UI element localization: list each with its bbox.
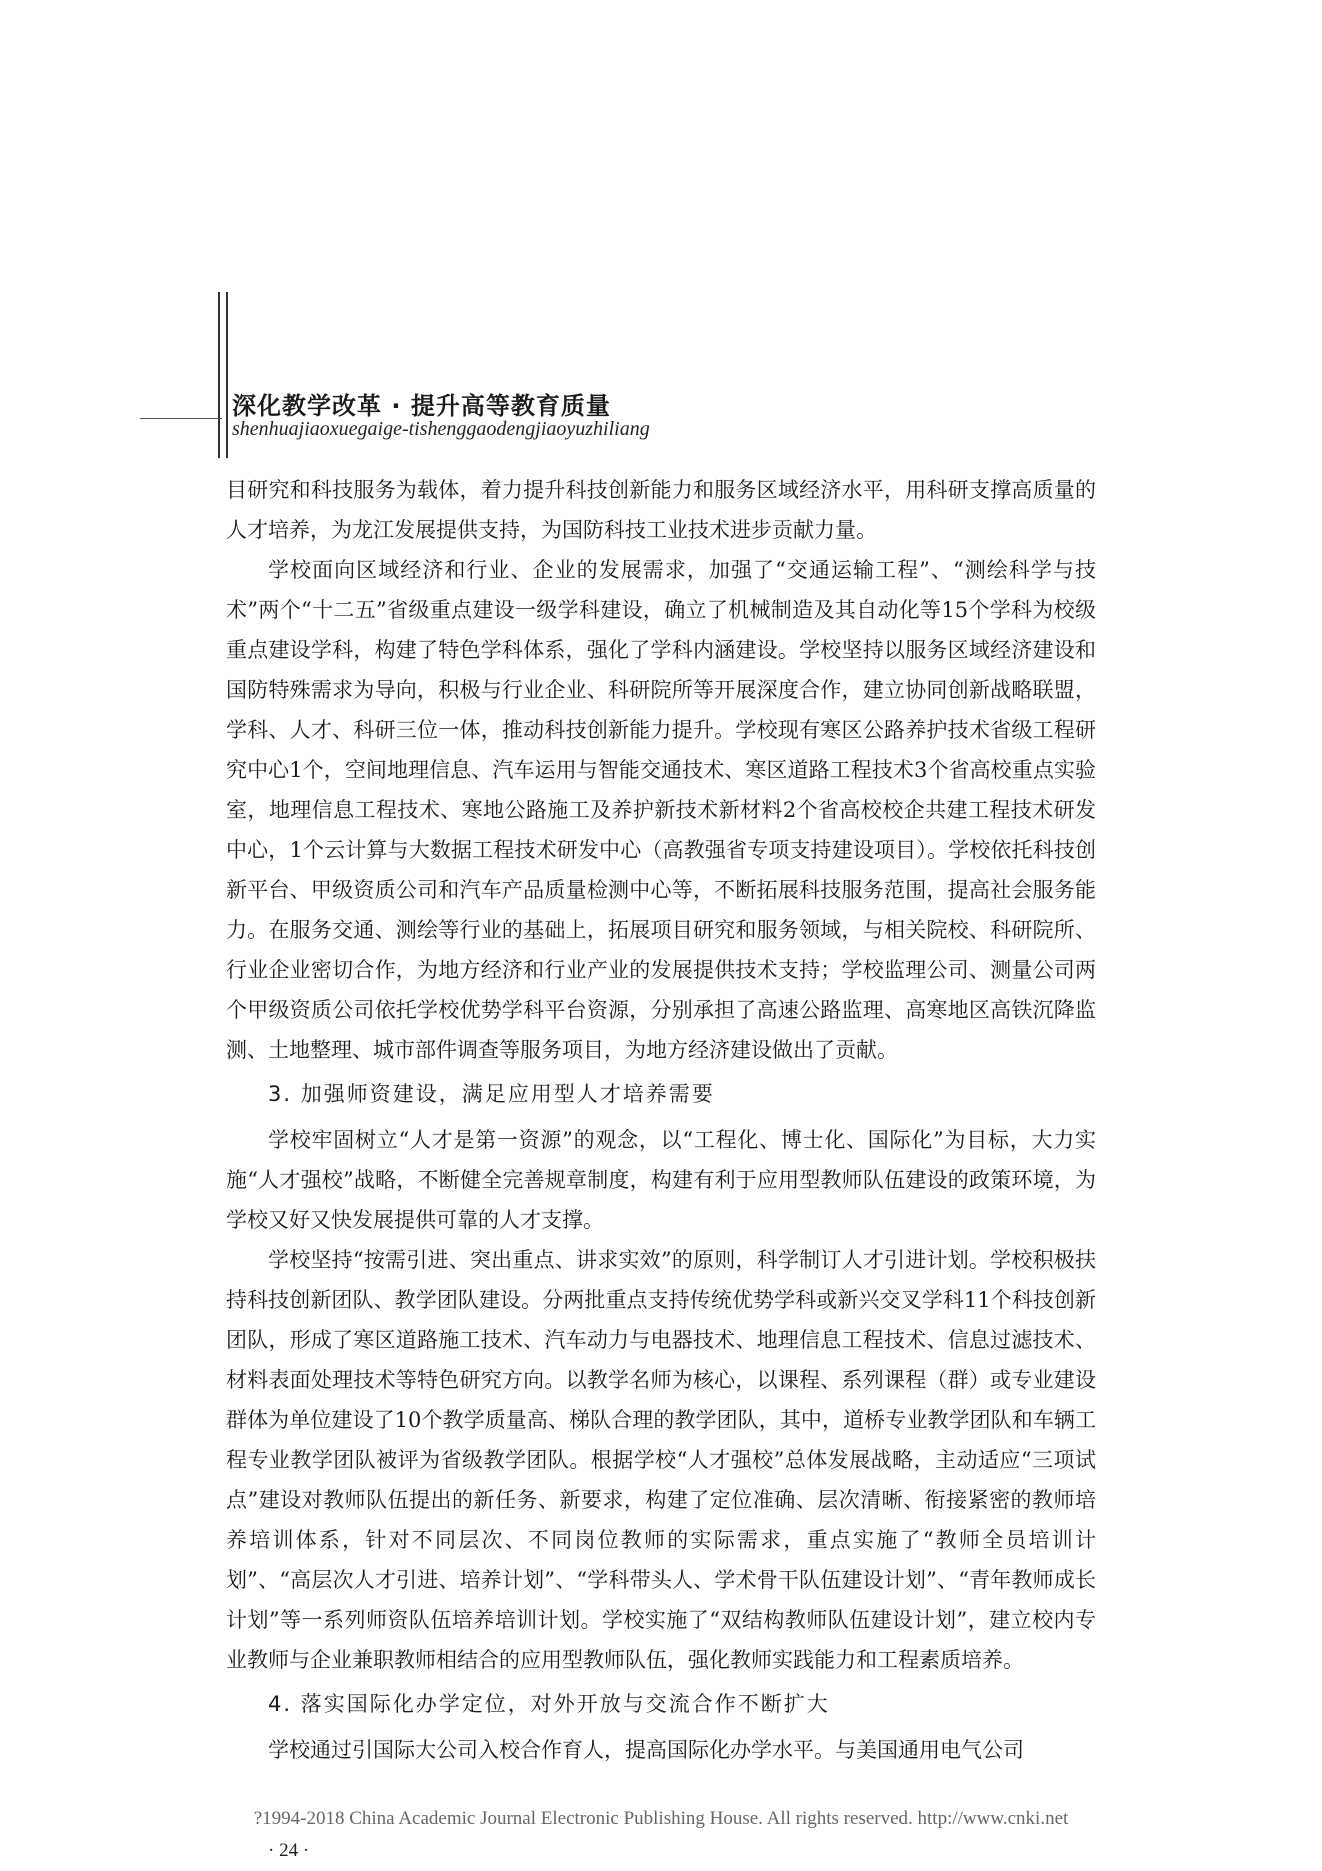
header-rule-vertical-1 xyxy=(218,292,220,458)
copyright-footer: ?1994-2018 China Academic Journal Electronic Publishing House. All rights reserved. http://www.cnki.net xyxy=(253,1808,1069,1829)
article-body xyxy=(226,470,1096,1770)
header-rule-horizontal xyxy=(140,418,222,419)
section-heading-4: 4. 落实国际化办学定位，对外开放与交流合作不断扩大 xyxy=(268,1692,830,1716)
header-rule-vertical-2 xyxy=(226,292,228,458)
section-subtitle-pinyin: shenhuajiaoxuegaige-tishenggaodengjiaoyuzhiliang xyxy=(232,418,650,440)
section-title: 深化教学改革 · 提升高等教育质量 xyxy=(232,392,611,420)
section-heading-3: 3. 加强师资建设，满足应用型人才培养需要 xyxy=(268,1082,715,1106)
page-number: · 24 · xyxy=(268,1840,310,1861)
paragraph-4: 学校坚持“按需引进、突出重点、讲求实效”的原则，科学制订人才引进计划。学校积极扶持科技创新团队、教学团队建设。分两批重点支持传统优势学科或新兴交叉学科11个科技创新团队，形成了寒区道路施工技术、汽车动力与电器技术、地理信息工程技术、信息过滤技术、材料表面处理技术等特色研究方向。以教学名师为核心，以课程、系列课程（群）或专业建设群体为单位建设了10个教学质量高、梯队合理的教学团队，其中，道桥专业教学团队和车辆工程专业教学团队被评为省级教学团队。根据学校“人才强校”总体发展战略，主动适应“三项试点”建设对教师队伍提出的新任务、新要求，构建了定位准确、层次清晰、衔接紧密的教师培养培训体系，针对不同层次、不同岗位教师的实际需求，重点实施了“教师全员培训计划”、“高层次人才引进、培养计划”、“学科带头人、学术骨干队伍建设计划”、“青年教师成长计划”等一系列师资队伍培养培训计划。学校实施了“双结构教师队伍建设计划”，建立校内专业教师与企业兼职教师相结合的应用型教师队伍，强化教师实践能力和工程素质培养。 xyxy=(226,1248,1096,1672)
paragraph-5: 学校通过引国际大公司入校合作育人，提高国际化办学水平。与美国通用电气公司 xyxy=(268,1738,1024,1762)
paragraph-2: 学校面向区域经济和行业、企业的发展需求，加强了“交通运输工程”、“测绘科学与技术”两个“十二五”省级重点建设一级学科建设，确立了机械制造及其自动化等15个学科为校级重点建设学科，构建了特色学科体系，强化了学科内涵建设。学校坚持以服务区域经济建设和国防特殊需求为导向，积极与行业企业、科研院所等开展深度合作，建立协同创新战略联盟，学科、人才、科研三位一体，推动科技创新能力提升。学校现有寒区公路养护技术省级工程研究中心1个，空间地理信息、汽车运用与智能交通技术、寒区道路工程技术3个省高校重点实验室，地理信息工程技术、寒地公路施工及养护新技术新材料2个省高校校企共建工程技术研发中心，1个云计算与大数据工程技术研发中心（高教强省专项支持建设项目）。学校依托科技创新平台、甲级资质公司和汽车产品质量检测中心等，不断拓展科技服务范围，提高社会服务能力。在服务交通、测绘等行业的基础上，拓展项目研究和服务领域，与相关院校、科研院所、行业企业密切合作，为地方经济和行业产业的发展提供技术支持；学校监理公司、测量公司两个甲级资质公司依托学校优势学科平台资源，分别承担了高速公路监理、高寒地区高铁沉降监测、土地整理、城市部件调查等服务项目，为地方经济建设做出了贡献。 xyxy=(226,558,1096,1062)
paragraph-1: 目研究和科技服务为载体，着力提升科技创新能力和服务区域经济水平，用科研支撑高质量的人才培养，为龙江发展提供支持，为国防科技工业技术进步贡献力量。 xyxy=(226,478,1096,542)
paragraph-3: 学校牢固树立“人才是第一资源”的观念，以“工程化、博士化、国际化”为目标，大力实施“人才强校”战略，不断健全完善规章制度，构建有利于应用型教师队伍建设的政策环境，为学校又好又快发展提供可靠的人才支撑。 xyxy=(226,1128,1096,1232)
